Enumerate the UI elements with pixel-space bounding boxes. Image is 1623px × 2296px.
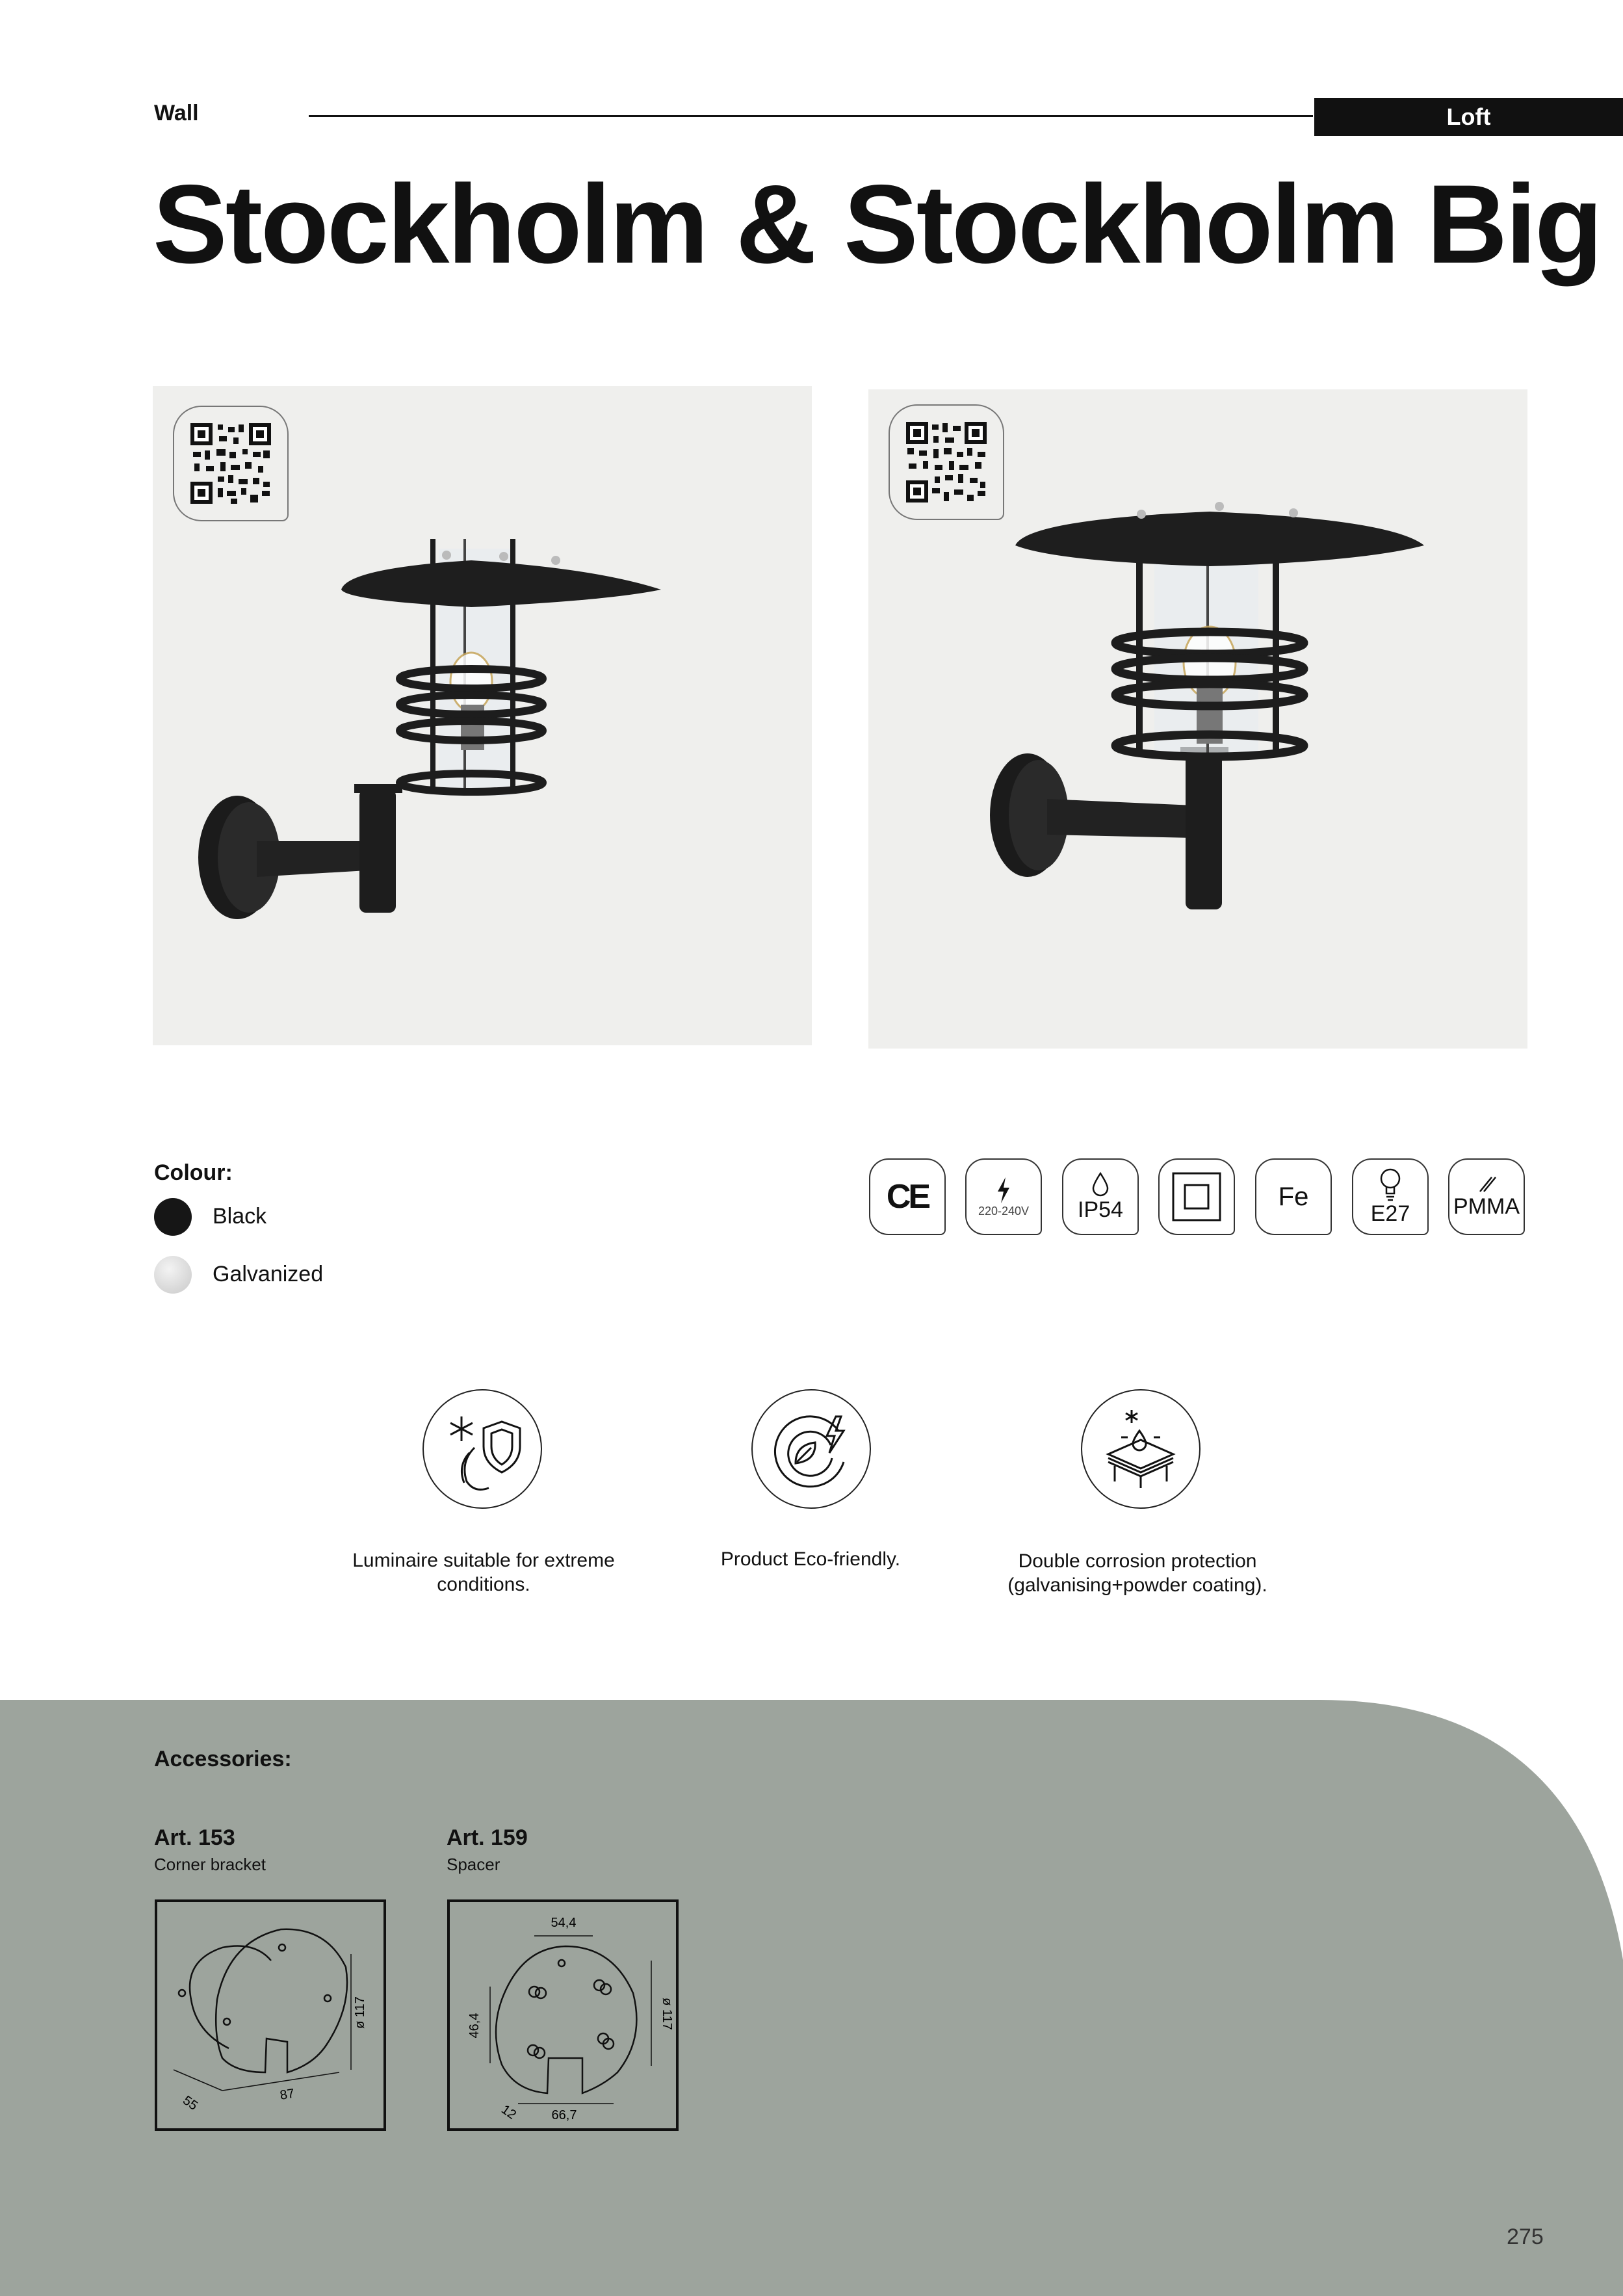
dim-width: 87 [279, 2086, 296, 2103]
spacer-drawing [447, 1899, 679, 2131]
product-photo-stockholm [153, 386, 812, 1045]
swatch-galvanized [154, 1256, 192, 1294]
dim-top: 54,4 [551, 1916, 577, 1930]
category-label: Wall [154, 101, 199, 125]
art-159-title: Art. 159 [447, 1825, 528, 1850]
eco-friendly-icon [751, 1389, 871, 1509]
page-title: Stockholm & Stockholm Big [153, 162, 1602, 287]
extreme-conditions-icon [422, 1389, 542, 1509]
bulb-icon: E27 [1352, 1158, 1429, 1235]
diffuser-icon: PMMA [1448, 1158, 1525, 1235]
wall-lamp-illustration [153, 386, 812, 1045]
header-rule [309, 115, 1313, 117]
ce-mark-icon: CE [869, 1158, 946, 1235]
feature-text-eco-friendly: Product Eco-friendly. [720, 1548, 901, 1570]
corner-bracket-drawing [155, 1899, 386, 2131]
colour-label: Colour: [154, 1160, 233, 1185]
swatch-label-black: Black [213, 1204, 267, 1229]
page-number: 275 [1507, 2224, 1544, 2249]
brand-tab: Loft [1314, 98, 1623, 136]
dim-bottom: 66,7 [551, 2108, 577, 2122]
dim-depth: 55 [180, 2093, 200, 2113]
feature-text-extreme-conditions: Luminaire suitable for extreme conditions. [352, 1550, 615, 1595]
ip-rating-icon: IP54 [1062, 1158, 1139, 1235]
accessories-label: Accessories: [154, 1747, 292, 1771]
material-icon: Fe [1255, 1158, 1332, 1235]
dim-diameter: ø 117 [660, 1998, 674, 2030]
corrosion-protection-icon [1081, 1389, 1201, 1509]
voltage-icon: 220-240V [965, 1158, 1042, 1235]
dim-offset: 12 [499, 2102, 519, 2122]
swatch-label-galvanized: Galvanized [213, 1262, 324, 1286]
swatch-black [154, 1198, 192, 1236]
class-2-icon [1158, 1158, 1235, 1235]
wall-lamp-big-illustration [868, 389, 1527, 1049]
art-159-subtitle: Spacer [447, 1855, 500, 1874]
dim-height: 46,4 [467, 2013, 482, 2039]
dim-diameter: ø 117 [353, 1996, 367, 2029]
art-153-subtitle: Corner bracket [154, 1855, 266, 1874]
product-photo-stockholm-big [868, 389, 1527, 1049]
feature-text-corrosion: Double corrosion protection (galvanising+powder coating). [1007, 1550, 1267, 1596]
art-153-title: Art. 153 [154, 1825, 235, 1850]
